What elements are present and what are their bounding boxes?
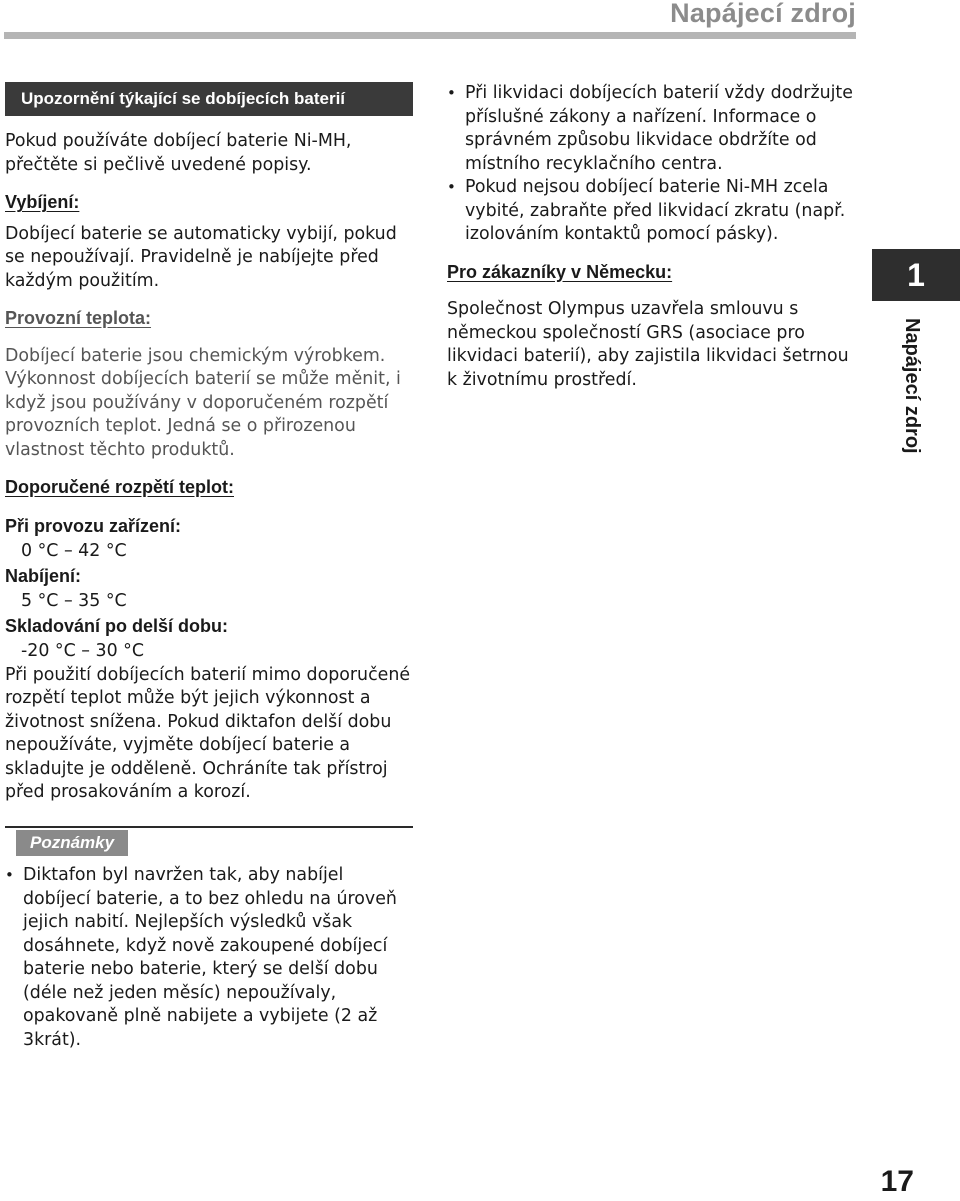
chapter-title-vertical: Napájecí zdroj bbox=[901, 318, 923, 454]
germany-text: Společnost Olympus uzavřela smlouvu s německou společností GRS (asociace pro likvidaci baterií), aby zajistila likvidaci šetrnou k životnímu prostředí. bbox=[447, 299, 849, 390]
bullet-icon: • bbox=[5, 866, 14, 884]
notes-rule bbox=[5, 826, 413, 856]
list-item bbox=[447, 176, 857, 247]
disposal-list bbox=[447, 82, 857, 247]
notes-box bbox=[5, 826, 413, 1052]
discharge-heading: Vybíjení: bbox=[5, 192, 80, 212]
list-item-text: Při likvidaci dobíjecích baterií vždy dodržujte příslušné zákony a nařízení. Informace o správném způsobu likvidace obdržíte od místního recyklačního centra. bbox=[465, 83, 853, 174]
list-item-text: Pokud nejsou dobíjecí baterie Ni-MH zcela vybité, zabraňte před likvidací zkratu (např. izolováním kontaktů pomocí pásky). bbox=[465, 177, 846, 244]
list-item-text: Diktafon byl navržen tak, aby nabíjel dobíjecí baterie, a to bez ohledu na úroveň jejich nabití. Nejlepších výsledků však dosáhnete, když nově zakoupené dobíjecí baterie nebo baterie, který se delší dobu (déle než jeden měsíc) nepoužívaly, opakovaně plně nabijete a vybijete (2 až 3krát). bbox=[23, 865, 397, 1050]
header-rule bbox=[4, 32, 856, 39]
page-header-title: Napájecí zdroj bbox=[670, 0, 856, 28]
range-heading: Doporučené rozpětí teplot: bbox=[5, 477, 234, 497]
section-title-bar: Upozornění týkající se dobíjecích baterií bbox=[5, 82, 413, 116]
list-item bbox=[447, 82, 857, 176]
operation-value: 0 °C – 42 °C bbox=[21, 540, 127, 561]
temperature-heading: Provozní teplota: bbox=[5, 308, 152, 328]
range-text: Při použití dobíjecích baterií mimo doporučené rozpětí teplot může být jejich výkonnost a životnost snížena. Pokud diktafon delší dobu nepoužíváte, vyjměte dobíjecí baterie a skladujte je odděleně. Ochráníte tak přístroj před prosakováním a korozí. bbox=[5, 664, 411, 802]
charging-value: 5 °C – 35 °C bbox=[21, 590, 127, 611]
storage-value: -20 °C – 30 °C bbox=[21, 640, 145, 661]
notes-title: Poznámky bbox=[16, 830, 128, 856]
operation-label: Při provozu zařízení: bbox=[5, 515, 182, 536]
discharge-text: Dobíjecí baterie se automaticky vybijí, pokud se nepoužívají. Pravidelně je nabíjejte před každým použitím. bbox=[5, 223, 397, 291]
germany-heading: Pro zákazníky v Německu: bbox=[447, 261, 673, 282]
intro-text: Pokud používáte dobíjecí baterie Ni-MH, přečtěte si pečlivě uvedené popisy. bbox=[5, 131, 352, 175]
charging-label: Nabíjení: bbox=[5, 565, 82, 586]
page-number: 17 bbox=[880, 1165, 914, 1198]
temperature-text: Dobíjecí baterie jsou chemickým výrobkem. Výkonnost dobíjecích baterií se může měnit, i když jsou používány v doporučeném rozpětí provozních teplot. Jedná se o přirozenou vlastnost těchto produktů. bbox=[5, 345, 401, 460]
list-item bbox=[5, 864, 413, 1052]
storage-label: Skladování po delší dobu: bbox=[5, 615, 229, 636]
bullet-icon: • bbox=[447, 178, 456, 196]
right-column bbox=[447, 82, 857, 392]
notes-list bbox=[5, 864, 413, 1052]
bullet-icon: • bbox=[447, 84, 456, 102]
left-column bbox=[5, 82, 413, 805]
chapter-number-tab: 1 bbox=[872, 249, 960, 301]
